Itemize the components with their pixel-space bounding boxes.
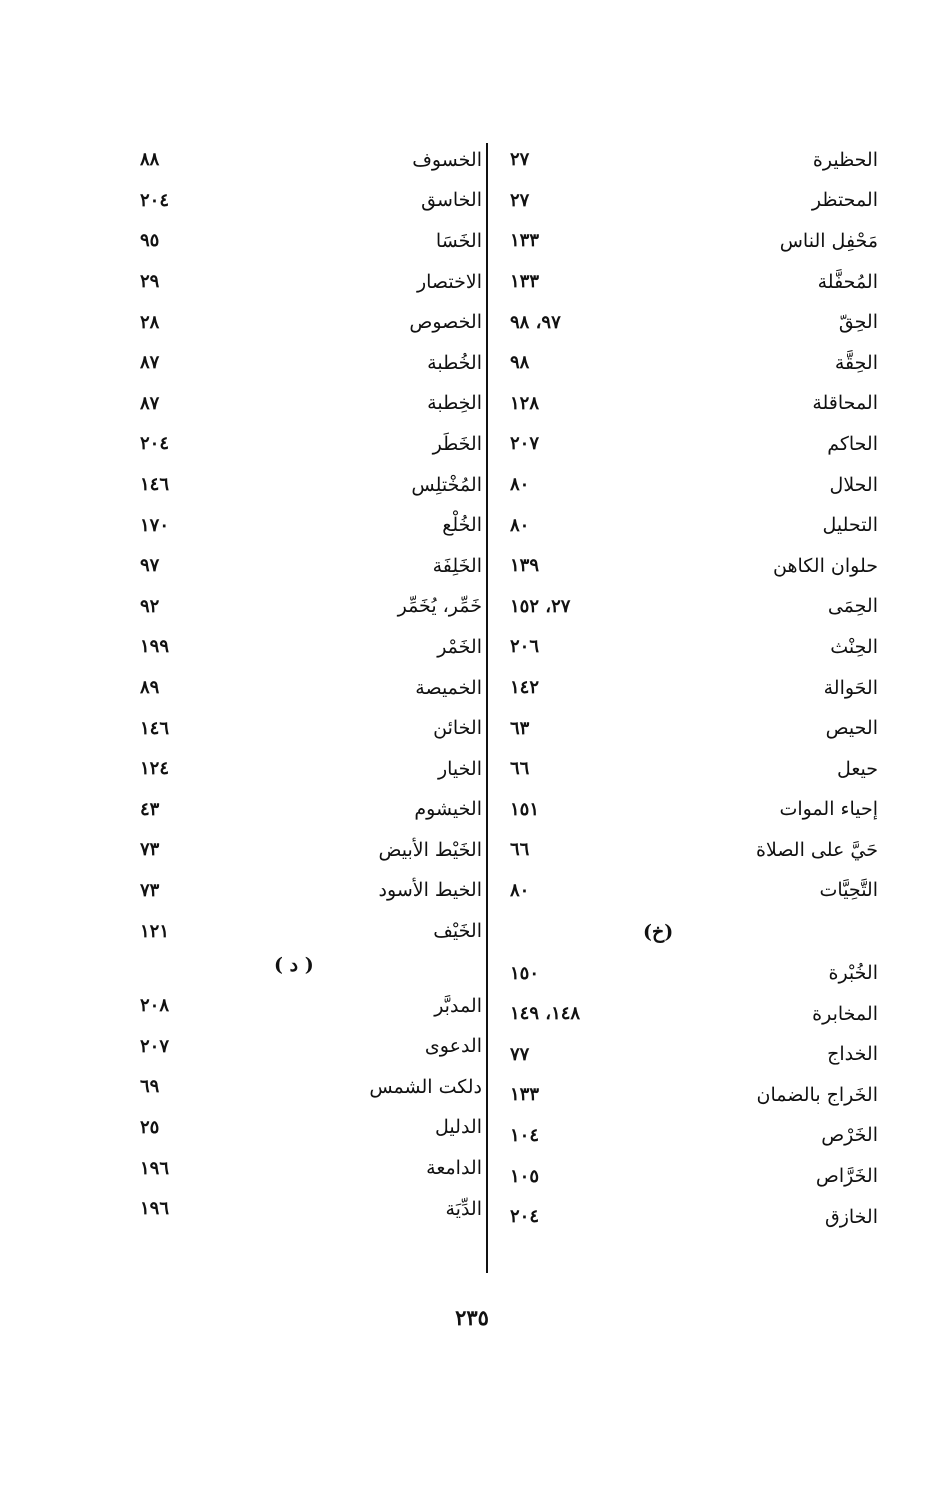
index-term: المخابرة [812, 1002, 878, 1025]
index-page-refs: ١٢٤ [140, 758, 170, 780]
index-page-refs: ١٤٦ [140, 474, 170, 496]
index-entry [120, 1067, 510, 1108]
index-page-refs: ٢٧، ١٥٢ [510, 595, 571, 617]
index-entry [498, 1034, 888, 1075]
index-entry [120, 546, 510, 587]
index-entry [120, 1189, 510, 1230]
index-page-refs: ٨٠ [510, 514, 530, 536]
index-entry [498, 994, 888, 1035]
index-entry [120, 986, 510, 1027]
index-page-refs: ٢٠٧ [140, 1035, 170, 1057]
index-term: الخَمْر [437, 635, 482, 658]
index-entry [498, 384, 888, 425]
index-entry [120, 1026, 510, 1067]
index-term: الخيط الأسود [378, 879, 482, 902]
index-term: الحاكم [827, 432, 878, 455]
index-entry [498, 505, 888, 546]
index-page-refs: ١٤٨، ١٤٩ [510, 1003, 581, 1025]
index-term: الخَسَا [435, 229, 482, 252]
index-entry [120, 465, 510, 506]
index-entry [498, 1197, 888, 1238]
index-page-refs: ٩٧، ٩٨ [510, 311, 561, 333]
index-page-refs: ٤٣ [140, 798, 160, 820]
index-entry [120, 1108, 510, 1149]
index-entry [120, 708, 510, 749]
index-term: مَحْفِل الناس [779, 229, 878, 252]
index-entry [498, 587, 888, 628]
index-entry [120, 587, 510, 628]
index-entry [498, 830, 888, 871]
index-term: الحيص [825, 717, 878, 740]
index-page-refs: ٨٧ [140, 392, 160, 414]
index-term: الخميصة [415, 676, 482, 699]
index-term: الخُطبة [427, 351, 482, 374]
index-entry [498, 1075, 888, 1116]
index-page-refs: ٦٣ [510, 717, 530, 739]
index-entry [498, 708, 888, 749]
index-term: الخُلْع [442, 514, 482, 537]
index-entry [498, 343, 888, 384]
index-entry [498, 627, 888, 668]
index-page-refs: ٢٠٨ [140, 995, 170, 1017]
index-term: التَّحِيَّات [819, 879, 878, 902]
index-page-refs: ٢٠٤ [510, 1206, 540, 1228]
index-entry [120, 181, 510, 222]
index-page-refs: ١٠٥ [510, 1165, 540, 1187]
index-page-refs: ١٣٣ [510, 230, 540, 252]
index-page-refs: ١٩٩ [140, 636, 170, 658]
right-index-column [498, 140, 888, 1237]
index-page-refs: ٢٧ [510, 189, 530, 211]
index-page-refs: ٢٥ [140, 1116, 160, 1138]
index-term: الحَوالة [823, 676, 878, 699]
index-term: حلوان الكاهن [773, 554, 878, 577]
index-term: الخَلِفَة [432, 554, 482, 577]
index-entry [498, 262, 888, 303]
index-term: المحتظر [811, 189, 878, 212]
index-entry [120, 627, 510, 668]
index-term: الدعوى [424, 1035, 482, 1058]
index-entry [498, 181, 888, 222]
index-page-refs: ١٤٢ [510, 677, 540, 699]
index-term: الخائن [433, 717, 482, 740]
index-entry [498, 1156, 888, 1197]
index-page-refs: ١٩٦ [140, 1157, 170, 1179]
index-page-refs: ١٢١ [140, 920, 170, 942]
index-entry [120, 140, 510, 181]
index-page-refs: ٢٧ [510, 149, 530, 171]
index-term: الدليل [435, 1116, 482, 1139]
index-term: الخَيْف [433, 920, 482, 943]
index-entry [498, 668, 888, 709]
index-term: الحِقّ [838, 311, 878, 334]
index-term: دلكت الشمس [369, 1075, 482, 1098]
index-entry [498, 424, 888, 465]
index-entry [498, 221, 888, 262]
index-term: المحاقلة [812, 392, 878, 415]
index-entry [498, 749, 888, 790]
index-term: الخُبْرة [828, 962, 878, 985]
index-entry [498, 871, 888, 912]
index-term: الدامعة [426, 1157, 482, 1180]
index-entry [120, 302, 510, 343]
index-term: الحظيرة [812, 148, 878, 171]
index-term: حيعل [836, 757, 878, 780]
index-page-refs: ١٧٠ [140, 514, 170, 536]
index-page-refs: ٢٩ [140, 271, 160, 293]
index-entry [120, 871, 510, 912]
index-term: خَمِّر، يُخَمِّر [397, 595, 482, 618]
index-entry [498, 546, 888, 587]
index-entry [120, 830, 510, 871]
index-page-refs: ١٣٩ [510, 555, 540, 577]
index-term: الاختصار [416, 270, 482, 293]
index-page-refs: ١٢٨ [510, 392, 540, 414]
index-page-refs: ٨٨ [140, 149, 160, 171]
index-term: المُحفَّلة [817, 270, 878, 293]
index-entry [120, 1148, 510, 1189]
index-page-refs: ٢٠٦ [510, 636, 540, 658]
index-term: الخسوف [412, 148, 482, 171]
index-entry [120, 668, 510, 709]
index-page-refs: ٧٣ [140, 839, 160, 861]
index-entry [120, 384, 510, 425]
index-page-refs: ٧٧ [510, 1043, 530, 1065]
index-entry [120, 424, 510, 465]
index-term: الحِنْث [830, 635, 878, 658]
index-term: المدبَّر [434, 994, 482, 1017]
index-page-refs: ١٤٦ [140, 717, 170, 739]
index-page-refs: ٦٦ [510, 839, 530, 861]
page-number: ٢٣٥ [455, 1305, 489, 1330]
index-term: الخيشوم [414, 798, 482, 821]
index-page-refs: ١٩٦ [140, 1198, 170, 1220]
index-page-refs: ١٥٠ [510, 962, 540, 984]
index-page-refs: ١٣٣ [510, 271, 540, 293]
index-term: الخَيْط الأبيض [378, 838, 482, 861]
index-page-refs: ٢٨ [140, 311, 160, 333]
index-entry [498, 140, 888, 181]
index-term: الخازق [824, 1205, 878, 1228]
index-entry [120, 262, 510, 303]
index-term: الخاسق [421, 189, 482, 212]
index-term: إحياء الموات [779, 798, 878, 821]
index-entry [120, 505, 510, 546]
index-term: حَيَّ على الصلاة [756, 838, 878, 861]
index-term: المُخْتلِس [411, 473, 482, 496]
index-page-refs: ٨٠ [510, 474, 530, 496]
index-page-refs: ٩٧ [140, 555, 160, 577]
section-letter-header: (خ) [643, 921, 674, 944]
index-page-refs: ٨٧ [140, 352, 160, 374]
index-entry [120, 343, 510, 384]
index-page-refs: ٦٦ [510, 758, 530, 780]
index-entry [498, 790, 888, 831]
index-entry [498, 1116, 888, 1157]
index-term: الخِطبة [427, 392, 482, 415]
index-term: الخَراج بالضمان [756, 1083, 878, 1106]
index-page-refs: ١٣٣ [510, 1084, 540, 1106]
index-page-refs: ٢٠٧ [510, 433, 540, 455]
section-letter-header: ( د ) [274, 953, 314, 976]
index-page-refs: ٩٨ [510, 352, 530, 374]
index-page-refs: ١٠٤ [510, 1124, 540, 1146]
index-term: الخَرَّاص [815, 1165, 878, 1188]
index-entry [120, 749, 510, 790]
index-page-refs: ٨٩ [140, 677, 160, 699]
index-page-refs: ٩٢ [140, 595, 160, 617]
index-page-refs: ٢٠٤ [140, 189, 170, 211]
index-entry [120, 221, 510, 262]
index-page-refs: ٢٠٤ [140, 433, 170, 455]
index-entry [498, 953, 888, 994]
index-term: الخَرْص [821, 1124, 878, 1147]
index-page-refs: ٩٥ [140, 230, 160, 252]
index-page-refs: ٧٣ [140, 879, 160, 901]
index-term: الخصوص [409, 311, 482, 334]
index-term: الحِقَّة [834, 351, 878, 374]
left-index-column [120, 140, 510, 1229]
index-entry [120, 790, 510, 831]
index-term: التحليل [822, 514, 878, 537]
index-entry [498, 465, 888, 506]
index-page-refs: ١٥١ [510, 798, 540, 820]
index-term: الحِمَى [827, 595, 878, 618]
index-page-refs: ٦٩ [140, 1076, 160, 1098]
index-term: الدِّيَة [445, 1197, 482, 1220]
index-term: الخيار [437, 757, 482, 780]
index-page-refs: ٨٠ [510, 879, 530, 901]
index-entry [498, 302, 888, 343]
index-term: الخَطَر [432, 432, 482, 455]
index-term: الحلال [829, 473, 878, 496]
index-term: الخداج [827, 1043, 878, 1066]
